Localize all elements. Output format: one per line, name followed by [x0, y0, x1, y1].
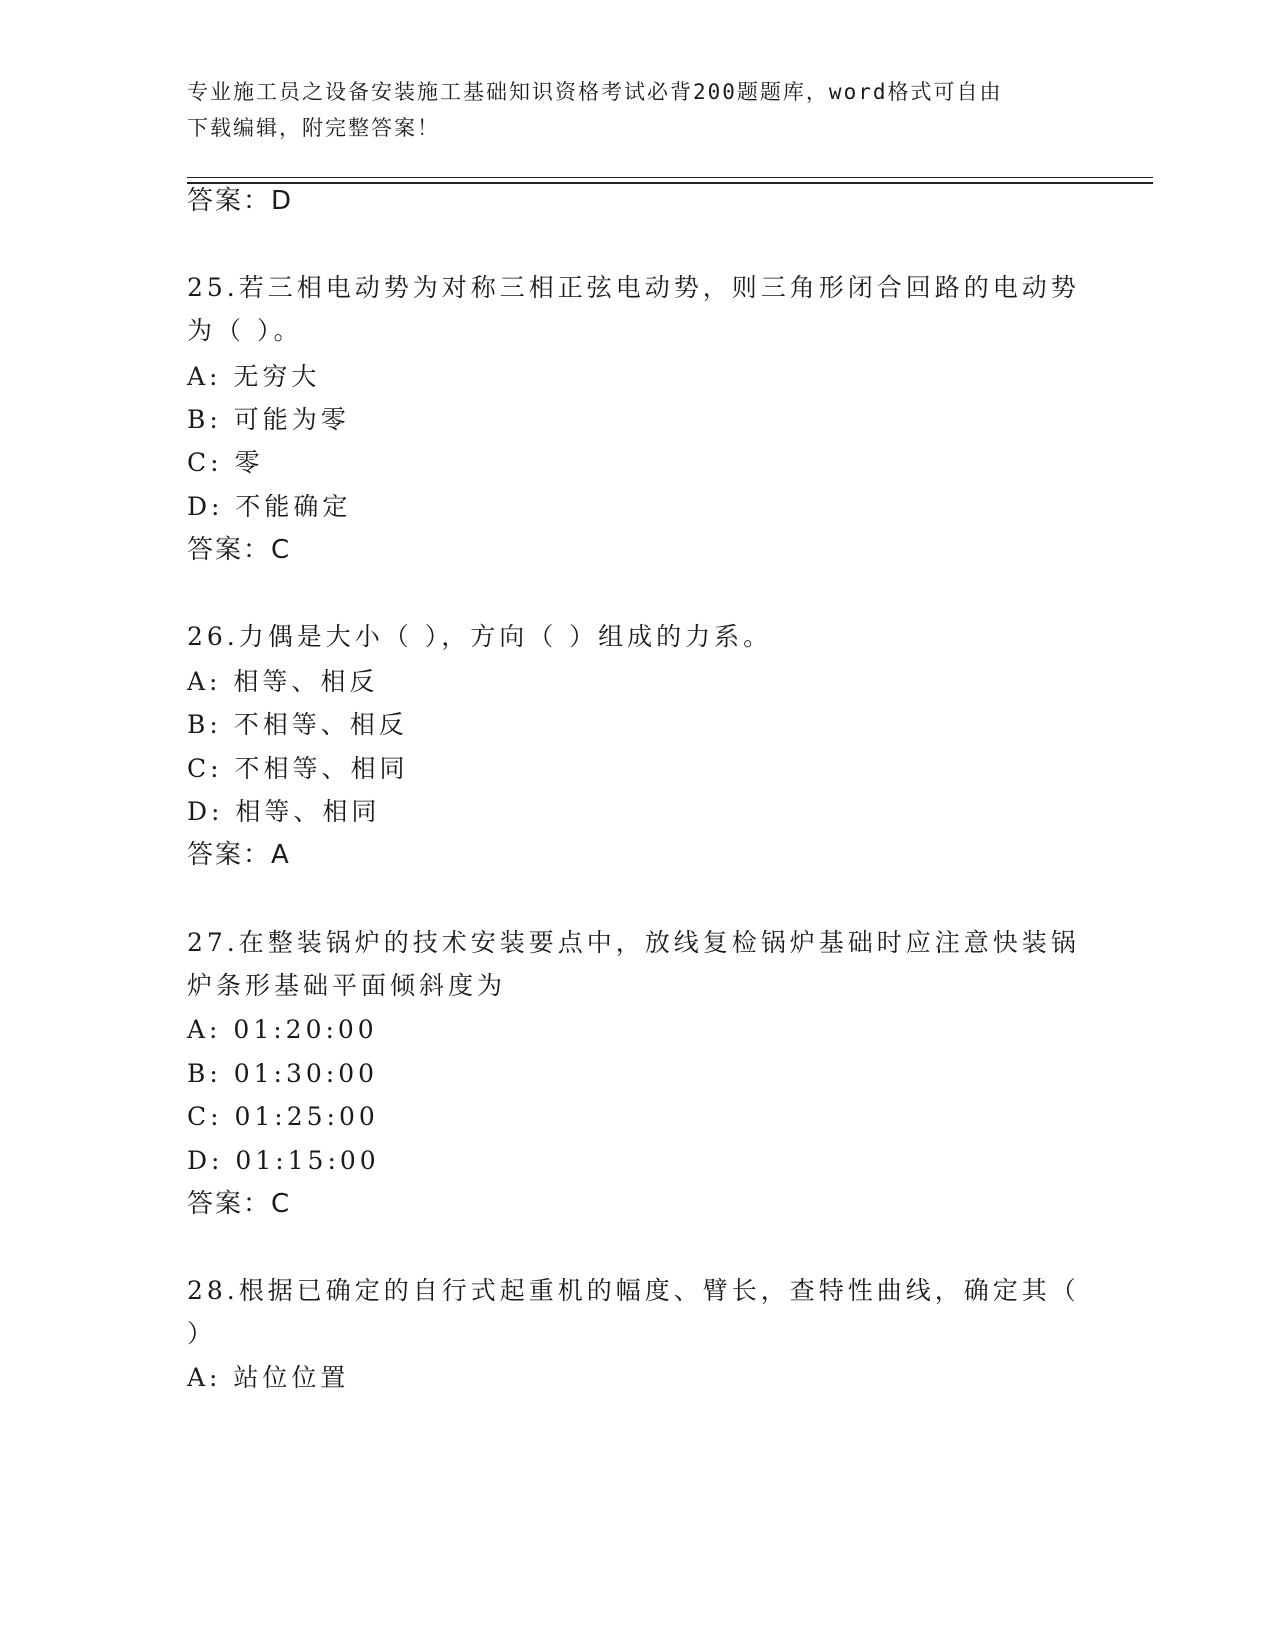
- question-25-stem-line-2: 为（ ）。: [187, 316, 303, 345]
- question-27-stem-line-1: 27.在整装锅炉的技术安装要点中，放线复检锅炉基础时应注意快装锅: [187, 928, 1080, 957]
- question-26-option-a: A: 相等、相反: [187, 667, 379, 696]
- question-27-option-c: C: 01:25:00: [187, 1102, 379, 1131]
- question-28-stem-line-1: 28.根据已确定的自行式起重机的幅度、臂长，查特性曲线，确定其（: [187, 1276, 1080, 1305]
- question-27-option-d: D: 01:15:00: [187, 1146, 380, 1175]
- question-26-option-b: B: 不相等、相反: [187, 710, 408, 739]
- question-25-answer: 答案：C: [187, 535, 292, 565]
- question-25-option-c: C: 零: [187, 448, 264, 477]
- header-line-2: 下载编辑，附完整答案！: [187, 116, 440, 140]
- question-27-stem-line-2: 炉条形基础平面倾斜度为: [187, 971, 507, 1000]
- question-25-option-d: D: 不能确定: [187, 492, 352, 521]
- question-27-option-a: A: 01:20:00: [187, 1015, 378, 1044]
- header-rule-bottom: [187, 182, 1153, 184]
- question-28-stem-line-2: ）: [187, 1319, 217, 1348]
- question-26-option-d: D: 相等、相同: [187, 797, 381, 826]
- header-rule-top: [187, 177, 1153, 178]
- question-28-option-a: A: 站位位置: [187, 1363, 350, 1392]
- question-26-option-c: C: 不相等、相同: [187, 754, 409, 783]
- answer-prev: 答案：D: [187, 186, 294, 216]
- question-25-option-b: B: 可能为零: [187, 405, 350, 434]
- question-27-option-b: B: 01:30:00: [187, 1059, 379, 1088]
- header-line-1: 专业施工员之设备安装施工基础知识资格考试必背200题题库，word格式可自由: [187, 80, 1003, 104]
- question-27-answer: 答案：C: [187, 1189, 292, 1219]
- question-26-answer: 答案：A: [187, 840, 291, 870]
- question-26-stem-line-1: 26.力偶是大小（ ），方向（ ）组成的力系。: [187, 622, 773, 651]
- question-25-stem-line-1: 25.若三相电动势为对称三相正弦电动势，则三角形闭合回路的电动势: [187, 273, 1080, 302]
- document-header: [187, 74, 1067, 146]
- question-25-option-a: A: 无穷大: [187, 362, 321, 391]
